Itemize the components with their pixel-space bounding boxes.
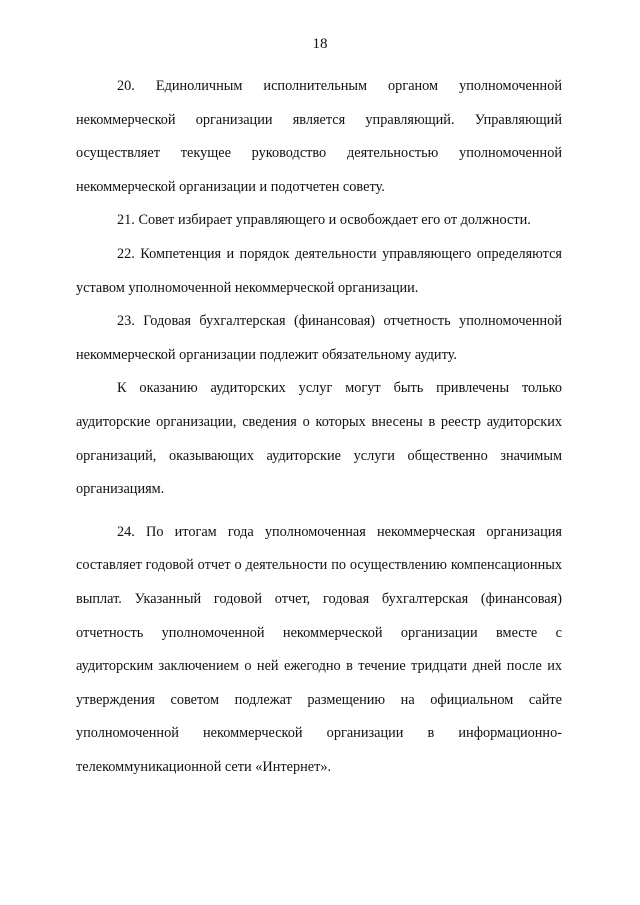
paragraph-24: 24. По итогам года уполномоченная некоммерческая организация составляет годовой отчет о деятельности по осуществлению компенсационных выплат. Указанный годовой отчет, годовая бухгалтерская (финансовая) отчетность уполномоченной некоммерческой организации вместе с аудиторским заключением о ней ежегодно в течение тридцати дней после их утверждения советом подлежат размещению на официальном сайте уполномоченной некоммерческой организации в информационно-телекоммуникационной сети «Интернет». [76,523,562,775]
paragraph-21: 21. Совет избирает управляющего и освобождает его от должности. [117,212,531,229]
document-body [76,70,562,784]
paragraph-20: 20. Единоличным исполнительным органом уполномоченной некоммерческой организации является управляющий. Управляющий осуществляет текущее руководство деятельностью уполномоченной некоммерческой организации и подотчетен совету. [76,78,562,195]
paragraph-23: 23. Годовая бухгалтерская (финансовая) отчетность уполномоченной некоммерческой организации подлежит обязательному аудиту. [76,313,562,363]
paragraph-22: 22. Компетенция и порядок деятельности управляющего определяются уставом уполномоченной некоммерческой организации. [76,245,562,296]
paragraph-23-audit: К оказанию аудиторских услуг могут быть привлечены только аудиторские организации, сведения о которых внесены в реестр аудиторских организаций, оказывающих аудиторские услуги общественно значимым организациям. [76,380,562,498]
page-number: 18 [312,36,328,52]
